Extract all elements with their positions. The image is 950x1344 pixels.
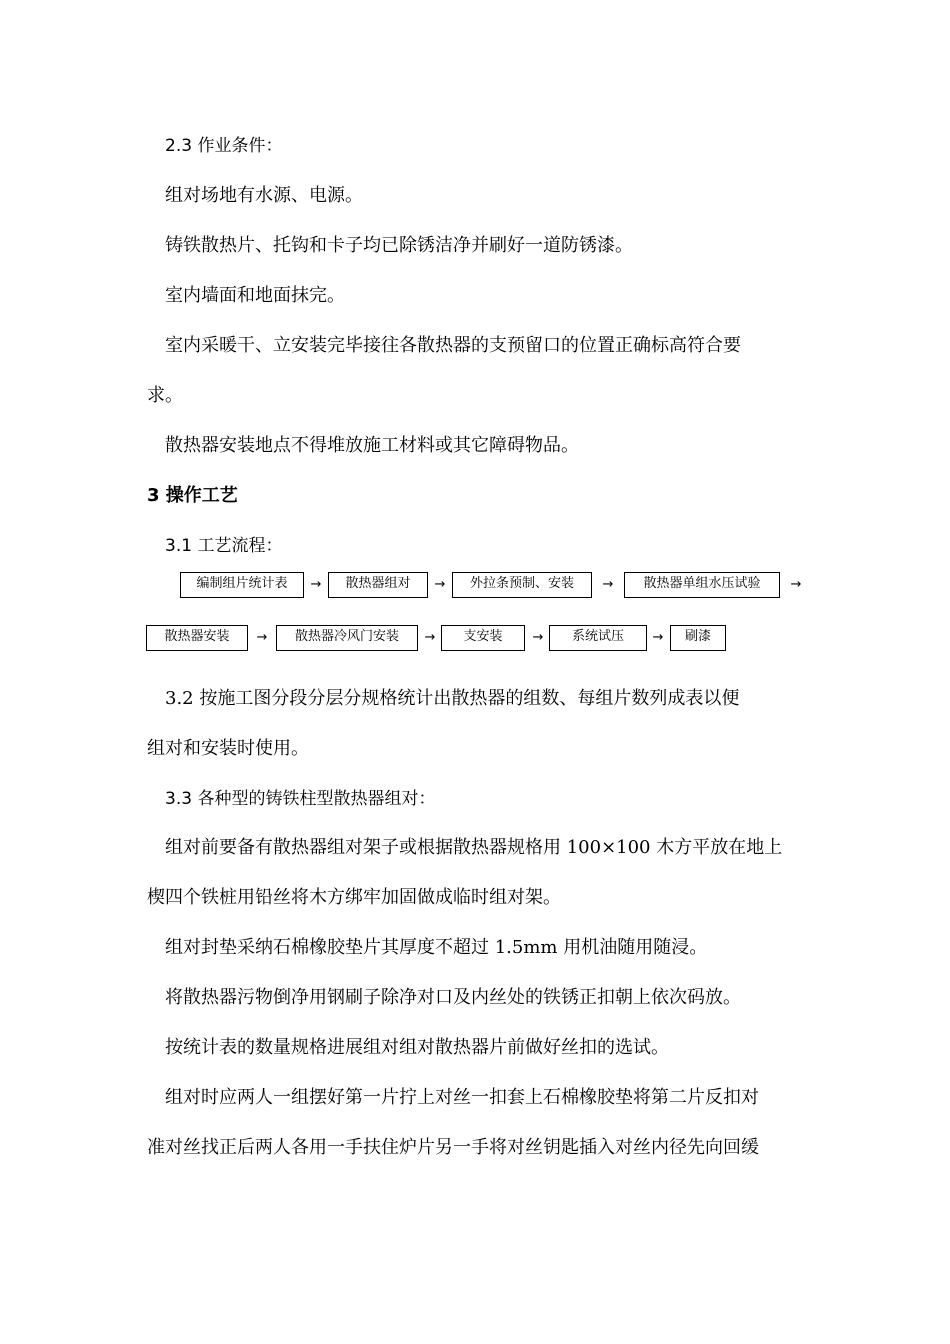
flow-arrow-icon: → <box>310 577 322 592</box>
flow-arrow-icon: → <box>256 630 268 645</box>
paragraph: 组对场地有水源、电源。 <box>165 185 363 206</box>
flow-step-box: 散热器安装 <box>146 625 248 651</box>
paragraph-continuation: 楔四个铁桩用铅丝将木方绑牢加固做成临时组对架。 <box>147 887 561 908</box>
section-2-3-heading: 2.3 作业条件： <box>165 136 283 156</box>
flow-arrow-icon: → <box>790 577 802 592</box>
paragraph: 将散热器污物倒净用钢刷子除净对口及内丝处的铁锈正扣朝上依次码放。 <box>165 987 741 1008</box>
paragraph-continuation: 组对和安装时使用。 <box>147 738 309 759</box>
paragraph-continuation: 准对丝找正后两人各用一手扶住炉片另一手将对丝钥匙插入对丝内径先向回缓 <box>147 1137 759 1158</box>
section-3-heading: 3 操作工艺 <box>147 485 238 506</box>
section-3-3-heading: 3.3 各种型的铸铁柱型散热器组对： <box>165 789 436 809</box>
flow-arrow-icon: → <box>652 630 664 645</box>
flow-step-box: 系统试压 <box>549 625 647 651</box>
flow-step-box: 编制组片统计表 <box>180 572 304 598</box>
flow-step-box: 刷漆 <box>670 625 726 651</box>
paragraph: 组对封垫采纳石棉橡胶垫片其厚度不超过 1.5mm 用机油随用随浸。 <box>165 937 708 958</box>
section-3-1-heading: 3.1 工艺流程： <box>165 536 283 556</box>
flow-arrow-icon: → <box>602 577 614 592</box>
flow-step-box: 散热器单组水压试验 <box>624 572 780 598</box>
paragraph: 按统计表的数量规格进展组对组对散热器片前做好丝扣的选试。 <box>165 1037 669 1058</box>
flow-step-box: 支安装 <box>441 625 525 651</box>
section-3-2-text: 3.2 按施工图分段分层分规格统计出散热器的组数、每组片数列成表以便 <box>165 688 740 709</box>
paragraph-continuation: 求。 <box>147 385 183 406</box>
paragraph: 室内采暖干、立安装完毕接往各散热器的支预留口的位置正确标高符合要 <box>165 335 741 356</box>
flow-arrow-icon: → <box>424 630 436 645</box>
flow-arrow-icon: → <box>532 630 544 645</box>
flow-step-box: 散热器冷风门安装 <box>276 625 418 651</box>
paragraph: 铸铁散热片、托钩和卡子均已除锈洁净并刷好一道防锈漆。 <box>165 235 633 256</box>
flow-step-box: 外拉条预制、安装 <box>452 572 592 598</box>
flow-step-box: 散热器组对 <box>328 572 428 598</box>
paragraph: 室内墙面和地面抹完。 <box>165 285 345 306</box>
flow-arrow-icon: → <box>434 577 446 592</box>
paragraph: 组对时应两人一组摆好第一片拧上对丝一扣套上石棉橡胶垫将第二片反扣对 <box>165 1087 759 1108</box>
paragraph: 组对前要备有散热器组对架子或根据散热器规格用 100×100 木方平放在地上 <box>165 837 783 858</box>
paragraph: 散热器安装地点不得堆放施工材料或其它障碍物品。 <box>165 435 579 456</box>
